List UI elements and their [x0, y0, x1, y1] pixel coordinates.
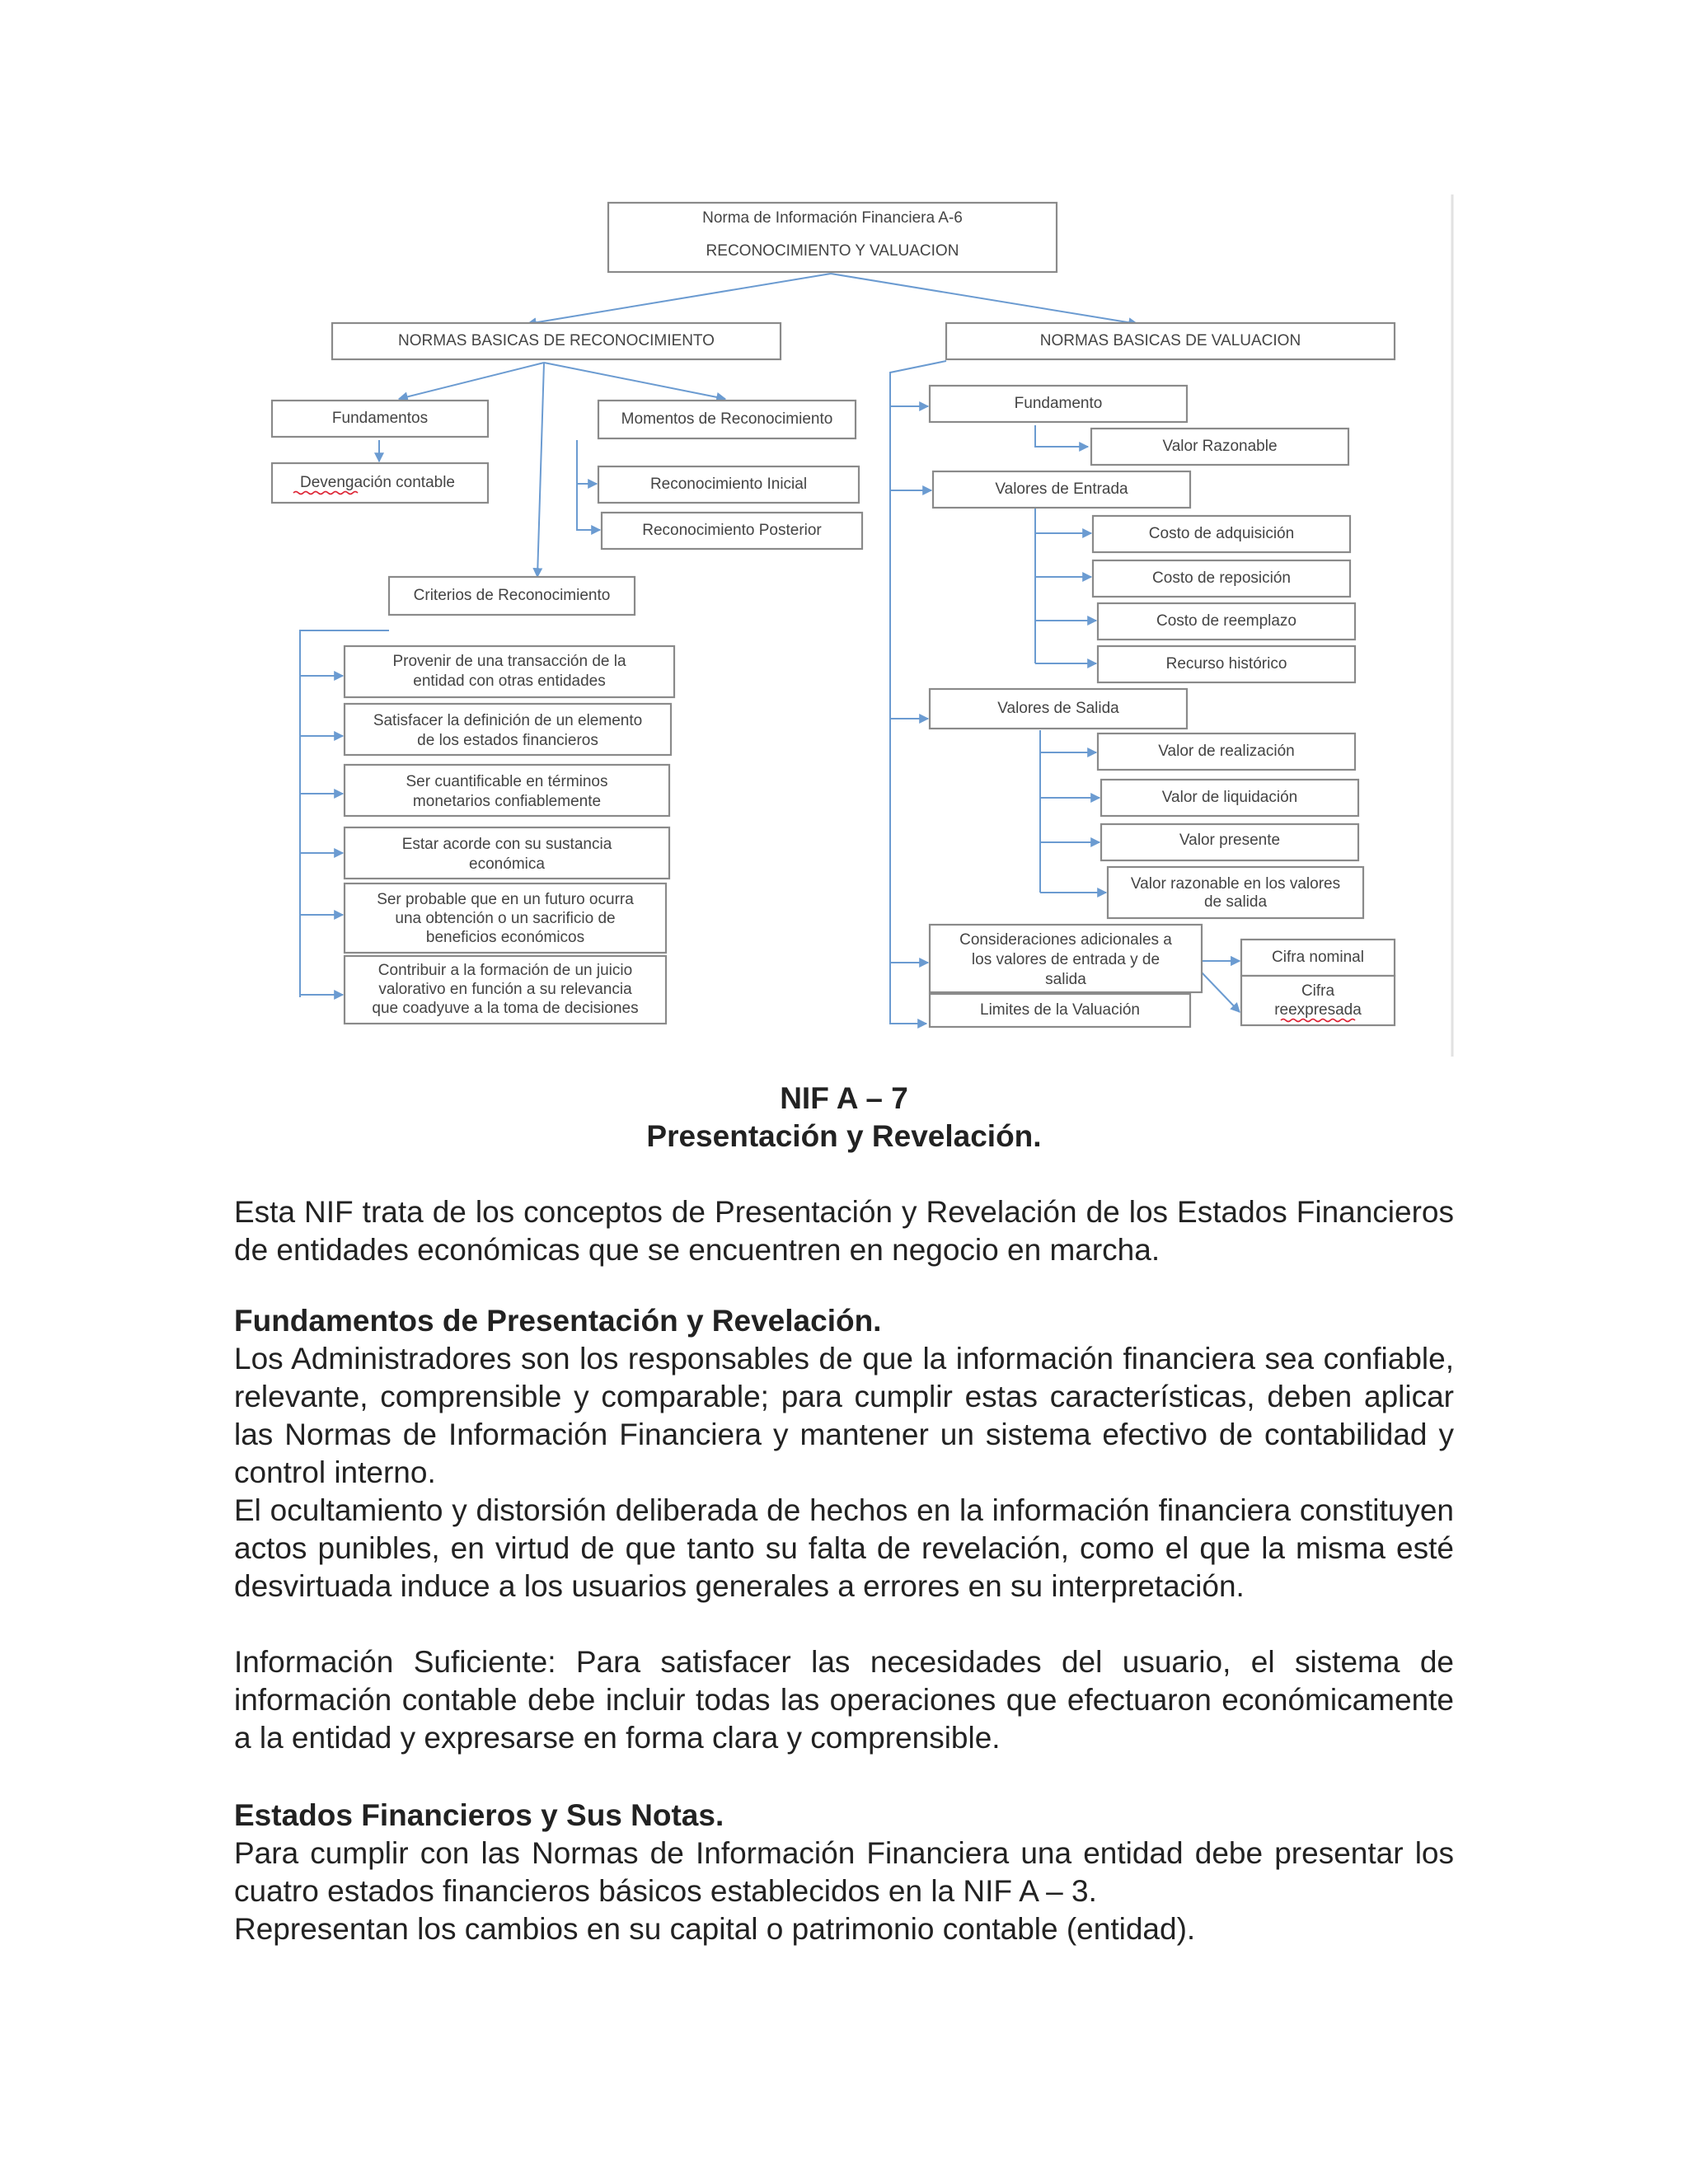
- limites-label: Limites de la Valuación: [980, 1001, 1140, 1019]
- criterio-item: [345, 883, 666, 953]
- criterios-label: Criterios de Reconocimiento: [413, 587, 611, 605]
- rec-inicial-label: Reconocimiento Inicial: [649, 476, 808, 494]
- momentos-label: Momentos de Reconocimiento: [621, 410, 833, 429]
- devengacion-box: [272, 463, 488, 503]
- criterio-item-line: Contribuir a la formación de un juicio: [377, 962, 633, 979]
- criterio-item-line: una obtención o un sacrificio de: [395, 910, 616, 927]
- diagram-root-box: [608, 203, 1057, 272]
- devengacion-rest: contable: [391, 474, 456, 492]
- entrada-item-label: Recurso histórico: [1165, 655, 1287, 673]
- salida-item: [1101, 824, 1358, 860]
- paragraph: Información Suficiente: Para satisfacer las necesidades del usuario, el sistema de información contable debe incluir todas las operaciones que efectuaron económicamente a la entidad y expresarse en forma clara y comprensible.: [234, 1645, 1454, 1755]
- criterio-item-line: Estar acorde con su sustancia: [401, 836, 612, 853]
- entrada-item-label: Costo de reemplazo: [1156, 612, 1297, 630]
- criterio-item-line: beneficios económicos: [425, 929, 585, 946]
- valor-razonable-label: Valor Razonable: [1162, 438, 1278, 456]
- valores-salida-box: [930, 689, 1187, 729]
- left-head-label: NORMAS BASICAS DE RECONOCIMIENTO: [398, 332, 715, 350]
- limites-box: [930, 994, 1190, 1027]
- paragraph: Para cumplir con las Normas de Información Financiera una entidad debe presentar los cuatro estados financieros básicos establecidos en la NIF A – 3.: [234, 1836, 1454, 1908]
- rec-inicial-box: [598, 466, 859, 503]
- fundamentos-label: Fundamentos: [331, 410, 429, 428]
- criterio-item-line: Satisfacer la definición de un elemento: [373, 712, 643, 729]
- intro-paragraph: Esta NIF trata de los conceptos de Presentación y Revelación de los Estados Financieros de entidades económicas que se encuentren en negocio en marcha.: [234, 1195, 1454, 1267]
- devengacion-label: [300, 474, 455, 491]
- rec-posterior-box: [602, 513, 862, 549]
- rec-posterior-label: Reconocimiento Posterior: [642, 522, 822, 540]
- criterio-item: [345, 827, 669, 879]
- cifra-nominal-label: Cifra nominal: [1272, 949, 1364, 967]
- cifra-nominal-box: [1241, 940, 1395, 976]
- criterio-item-line: Ser probable que en un futuro ocurra: [377, 891, 634, 908]
- section-heading: Estados Financieros y Sus Notas.: [234, 1798, 724, 1832]
- criterio-item-line: que coadyuve a la toma de decisiones: [372, 1000, 639, 1017]
- criterio-item-line: monetarios confiablemente: [412, 793, 602, 810]
- fundamentos-box: [272, 401, 488, 437]
- salida-item-label: Valor presente: [1179, 832, 1281, 850]
- valor-razonable-box: [1091, 429, 1348, 465]
- criterio-item: [345, 646, 674, 697]
- salida-item-label: de salida: [1203, 893, 1268, 911]
- valores-salida-label: Valores de Salida: [997, 700, 1119, 718]
- criterio-item-line: valorativo en función a su relevancia: [378, 981, 632, 998]
- root-line-1: Norma de Información Financiera A-6: [702, 209, 963, 227]
- entrada-item-label: Costo de reposición: [1152, 569, 1291, 588]
- salida-item-label: Valor razonable en los valores: [1130, 875, 1341, 893]
- right-head-box: [946, 323, 1395, 359]
- entrada-item: [1093, 560, 1350, 597]
- salida-item-label: Valor de realización: [1158, 743, 1295, 761]
- criterio-item-line: económica: [469, 855, 545, 873]
- root-line-2: RECONOCIMIENTO Y VALUACION: [706, 242, 959, 260]
- criterio-item: [345, 956, 666, 1024]
- doc-title: NIF A – 7: [780, 1081, 908, 1115]
- criterio-item-line: Ser cuantificable en términos: [406, 773, 608, 790]
- salida-item-label: Valor de liquidación: [1161, 789, 1298, 807]
- valores-entrada-box: [933, 471, 1190, 508]
- paragraph: Los Administradores son los responsables de que la información financiera sea confiable, relevante, comprensible y comparable; para cumplir estas características, deben aplicar las Normas de Información Financiera y mantener un sistema efectivo de contabilidad y control interno.: [234, 1342, 1454, 1489]
- momentos-box: [598, 401, 856, 438]
- criterios-box: [389, 577, 635, 615]
- consideraciones-box: [930, 925, 1202, 992]
- salida-item: [1101, 780, 1358, 816]
- consideraciones-line: los valores de entrada y de: [971, 951, 1160, 968]
- left-head-box: [332, 323, 781, 359]
- criterio-item-line: Provenir de una transacción de la: [392, 653, 626, 670]
- right-head-label: NORMAS BASICAS DE VALUACION: [1039, 332, 1301, 350]
- criterio-item-line: de los estados financieros: [417, 732, 598, 749]
- salida-item: [1108, 867, 1363, 918]
- devengacion-word: Devengación: [299, 474, 392, 492]
- nif-a6-diagram: [0, 0, 1688, 1071]
- criterio-item: [345, 704, 671, 755]
- entrada-item: [1093, 516, 1350, 552]
- criterio-item: [345, 765, 669, 816]
- consideraciones-line: Consideraciones adicionales a: [959, 931, 1172, 949]
- valores-entrada-label: Valores de Entrada: [995, 480, 1128, 499]
- section-heading: Fundamentos de Presentación y Revelación.: [234, 1304, 882, 1338]
- cifra-reexpresada-line-1: Cifra: [1301, 982, 1335, 1000]
- paragraph: Representan los cambios en su capital o patrimonio contable (entidad).: [234, 1912, 1196, 1946]
- entrada-item: [1098, 646, 1355, 682]
- cifra-reexpresada-line-2: reexpresada: [1274, 1001, 1362, 1019]
- entrada-item-label: Costo de adquisición: [1148, 525, 1295, 543]
- paragraph: El ocultamiento y distorsión deliberada de hechos en la información financiera constituyen actos punibles, en virtud de que tanto su falta de revelación, como el que la misma esté desvirtuada induce a los usuarios generales a errores en su interpretación.: [234, 1493, 1454, 1603]
- entrada-item: [1098, 603, 1355, 640]
- criterio-item-line: entidad con otras entidades: [413, 673, 606, 690]
- salida-item: [1098, 733, 1355, 770]
- fundamento-box: [930, 386, 1187, 422]
- cifra-reexpresada-box: [1241, 976, 1395, 1025]
- fundamento-label: Fundamento: [1014, 395, 1103, 413]
- consideraciones-line: salida: [1045, 971, 1086, 988]
- doc-subtitle: Presentación y Revelación.: [646, 1119, 1042, 1153]
